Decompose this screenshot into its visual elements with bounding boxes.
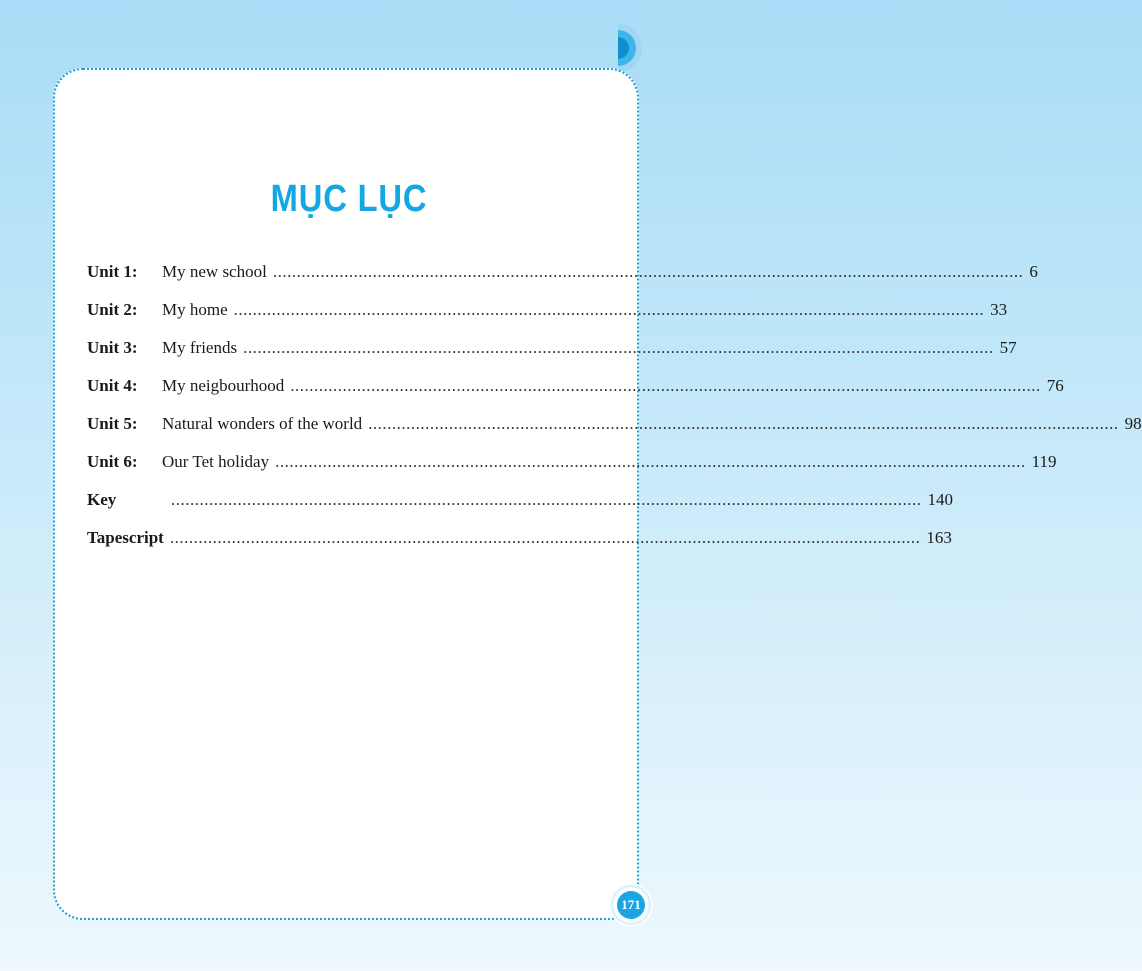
toc-page-number: 6	[1029, 262, 1038, 281]
toc-page-number: 57	[999, 338, 1017, 357]
toc-unit-label: Unit 1:	[87, 262, 138, 281]
dot-leader: ..............................................................................................................................................................	[272, 262, 1024, 281]
toc-entry-unit-2[interactable]	[87, 300, 1008, 338]
dot-leader: ..............................................................................................................................................................	[275, 452, 1026, 471]
toc-unit-label: Unit 6:	[87, 452, 138, 471]
page-title: MỤC LỤC	[270, 178, 428, 220]
toc-title: My friends	[162, 338, 238, 357]
corner-tab-icon	[618, 22, 656, 74]
toc-entry-unit-5[interactable]	[87, 414, 1142, 452]
dot-leader: ..............................................................................................................................................................	[233, 300, 985, 319]
toc-entry-unit-1[interactable]	[87, 262, 1038, 300]
dot-leader: ..............................................................................................................................................................	[290, 376, 1041, 395]
toc-page-number: 163	[926, 528, 952, 547]
toc-unit-label: Unit 3:	[87, 338, 138, 357]
toc-entry-unit-4[interactable]	[87, 376, 1064, 414]
toc-unit-label: Unit 2:	[87, 300, 138, 319]
toc-page-number: 33	[990, 300, 1008, 319]
page-number: 171	[617, 891, 645, 919]
toc-entry-unit-6[interactable]	[87, 452, 1057, 490]
toc-page-number: 76	[1046, 376, 1064, 395]
toc-page-number: 98	[1124, 414, 1142, 433]
toc-title: My new school	[162, 262, 267, 281]
dot-leader: ..............................................................................................................................................................	[169, 528, 921, 547]
dot-leader: ..............................................................................................................................................................	[243, 338, 994, 357]
toc-unit-label: Key	[87, 490, 117, 509]
toc-title: Natural wonders of the world	[162, 414, 363, 433]
toc-unit-label: Unit 4:	[87, 376, 138, 395]
dot-leader: ..............................................................................................................................................................	[171, 490, 922, 509]
dot-leader: ..............................................................................................................................................................	[368, 414, 1119, 433]
toc-entry-unit-3[interactable]	[87, 338, 1017, 376]
toc-title: Our Tet holiday	[162, 452, 270, 471]
toc-title: My neigbourhood	[162, 376, 285, 395]
toc-title: My home	[162, 300, 228, 319]
page-number-badge	[609, 883, 653, 927]
toc-unit-label: Tapescript	[87, 528, 164, 547]
table-of-contents	[87, 262, 1142, 566]
toc-page-number: 119	[1031, 452, 1057, 471]
toc-unit-label: Unit 5:	[87, 414, 138, 433]
toc-entry-key[interactable]	[87, 490, 953, 528]
toc-entry-tapescript[interactable]	[87, 528, 952, 566]
toc-page-number: 140	[927, 490, 953, 509]
